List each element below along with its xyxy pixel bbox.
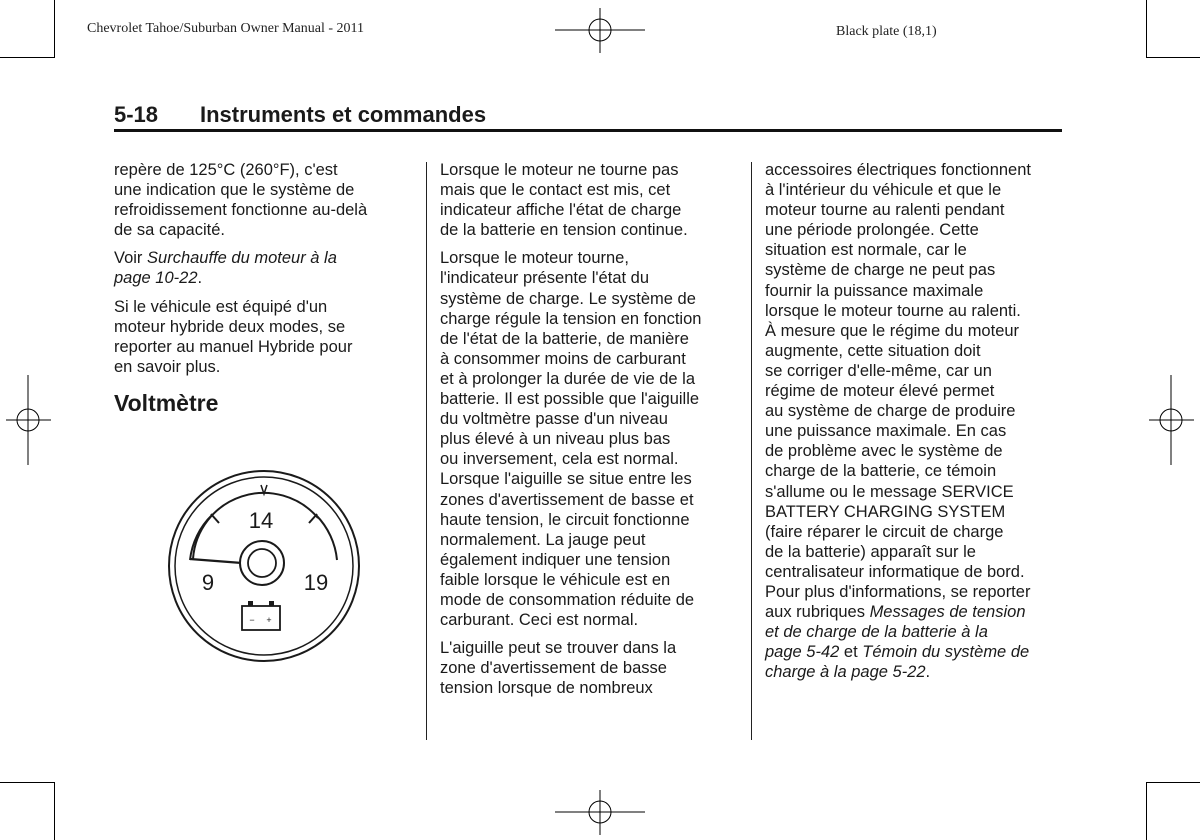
cross-reference: Voir Surchauffe du moteur à la page 10-22. [114,249,337,288]
crop-mark [54,782,55,840]
registration-mark-left [6,375,51,465]
battery-icon [242,601,280,630]
cross-reference-link[interactable]: page 5-42 [765,643,840,662]
cross-reference-link[interactable]: page 10-22 [114,269,198,288]
crop-mark [1146,782,1147,840]
svg-text:−: − [249,615,255,625]
page-section-title: Instruments et commandes [200,102,487,127]
column-divider [751,162,752,740]
registration-mark-right [1149,375,1194,465]
column-2 [440,160,740,706]
registration-mark-bottom [555,790,645,835]
paragraph: L'aiguille peut se trouver dans la zone d'avertissement de basse tension lorsque de nombreux [440,639,677,698]
cross-reference-link[interactable]: Témoin du système de [862,643,1030,662]
page-number: 5-18 [114,102,159,127]
running-header-left: Chevrolet Tahoe/Suburban Owner Manual - 2011 [87,21,365,36]
subsection-heading: Voltmètre [114,389,219,416]
crop-mark [54,0,55,58]
column-1 [114,160,414,416]
paragraph: Lorsque le moteur tourne, l'indicateur présente l'état du système de charge. Le système de charge régule la tension en fonction de l'état de la batterie, de manière à consommer moins de carburant et à prolonger la durée de vie de la batterie. Il est possible que l'aiguille du voltmètre passe d'un niveau plus élevé à un niveau plus bas ou inversement, cela est normal. Lorsque l'aiguille se situe entre les zones d'avertissement de basse et haute tension, le circuit fonctionne normalement. La jauge peut également indiquer une tension faible lorsque le véhicule est en mode de consommation réduite de carburant. Ceci est normal. [440,249,702,630]
title-rule [114,129,1062,132]
gauge-label-mid: 14 [248,508,274,533]
cross-reference-link[interactable]: et de charge de la batterie à la [765,623,988,642]
gauge-label-high: 19 [303,570,329,595]
gauge-hub-inner [248,549,276,577]
crop-mark [0,57,54,58]
crop-mark [1146,0,1147,58]
crop-mark [0,782,54,783]
voltmeter-gauge-illustration [166,468,362,664]
cross-reference-link[interactable]: Surchauffe du moteur à la [147,249,337,268]
paragraph: Si le véhicule est équipé d'un moteur hybride deux modes, se reporter au manuel Hybride pour en savoir plus. [114,297,353,376]
registration-mark-top [555,8,645,53]
paragraph: repère de 125°C (260°F), c'est une indication que le système de refroidissement fonctionne au-delà de sa capacité. [114,161,368,240]
paragraph: Lorsque le moteur ne tourne pas mais que le contact est mis, cet indicateur affiche l'état de charge de la batterie en tension continue. [440,161,688,240]
svg-text:+: + [266,615,272,625]
crop-mark [1146,782,1200,783]
paragraph: accessoires électriques fonctionnent à l'intérieur du véhicule et que le moteur tourne au ralenti pendant une période prolongée. Cette situation est normale, car le système de charge ne peut pas fournir la puissance maximale lorsque le moteur tourne au ralenti. À mesure que le régime du moteur augmente, cette situation doit se corriger d'elle-même, car un régime de moteur élevé permet au système de charge de produire une puissance maximale. En cas de problème avec le système de charge de la batterie, ce témoin s'allume ou le message SERVICE BATTERY CHARGING SYSTEM (faire réparer le circuit de charge de la batterie) apparaît sur le centralisateur informatique de bord. Pour plus d'informations, se reporter aux rubriques Messages de tension et de charge de la batterie à la page 5-42 et Témoin du système de charge à la page 5-22. [765,161,1031,682]
column-3 [765,160,1065,690]
gauge-label-low: 9 [201,570,215,595]
column-divider [426,162,427,740]
crop-mark [1146,57,1200,58]
cross-reference-link[interactable]: charge à la page 5-22 [765,663,926,682]
running-header-right: Black plate (18,1) [836,24,937,39]
cross-reference-link[interactable]: Messages de tension [869,603,1026,622]
